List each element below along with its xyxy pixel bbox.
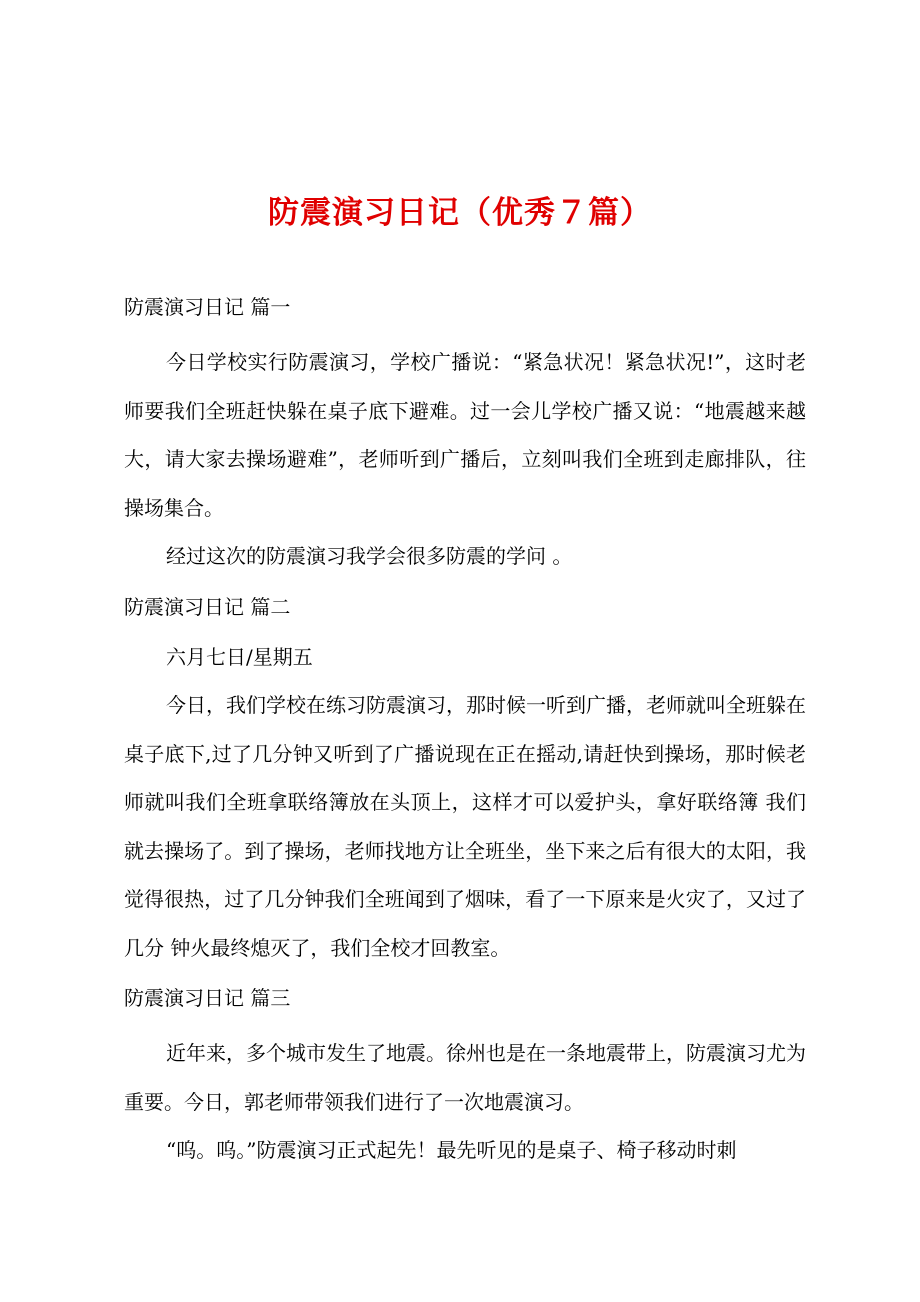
section-3-paragraph-2: “呜。呜。”防震演习正式起先！最先听见的是桌子、椅子移动时刺 — [166, 1138, 737, 1162]
section-2-paragraph-1: 今日，我们学校在练习防震演习，那时候一听到广播，老师就叫全班躲在桌子底下,过了几分钟又听到了广播说现在正在摇动,请赶快到操场，那时候老 师就叫我们全班拿联络簿放在头顶上，这样才可以爱护头，拿好联络簿 我们就去操场了。到了操场，老师找地方让全班坐，坐下来之后有很大的太阳，我觉得很热，过了几分钟我们全班闻到了烟味，看了一下原来是火灾了，又过了几分 钟火最终熄灭了，我们全校才回教室。 — [124, 693, 806, 960]
section-1-paragraph-1: 今日学校实行防震演习，学校广播说：“紧急状况！紧急状况!”，这时老师要我们全班赶快躲在桌子底下避难。过一会儿学校广播又说：“地震越来越大，请大家去操场避难”，老师听到广播后，立刻叫我们全班到走廊排队，往操场集合。 — [124, 350, 806, 520]
section-heading-1: 防震演习日记 篇一 — [124, 295, 291, 319]
section-heading-3: 防震演习日记 篇三 — [124, 986, 291, 1010]
section-2-date-line: 六月七日/星期五 — [166, 644, 313, 669]
document-body — [124, 281, 806, 1175]
section-1-paragraph-2: 经过这次的防震演习我学会很多防震的学问 。 — [166, 544, 573, 568]
document-title: 防震演习日记（优秀７篇） — [268, 195, 652, 231]
section-heading-2: 防震演习日记 篇二 — [124, 594, 291, 619]
section-3-paragraph-1: 近年来，多个城市发生了地震。徐州也是在一条地震带上，防震演习尤为重要。今日，郭老师带领我们进行了一次地震演习。 — [124, 1041, 806, 1114]
